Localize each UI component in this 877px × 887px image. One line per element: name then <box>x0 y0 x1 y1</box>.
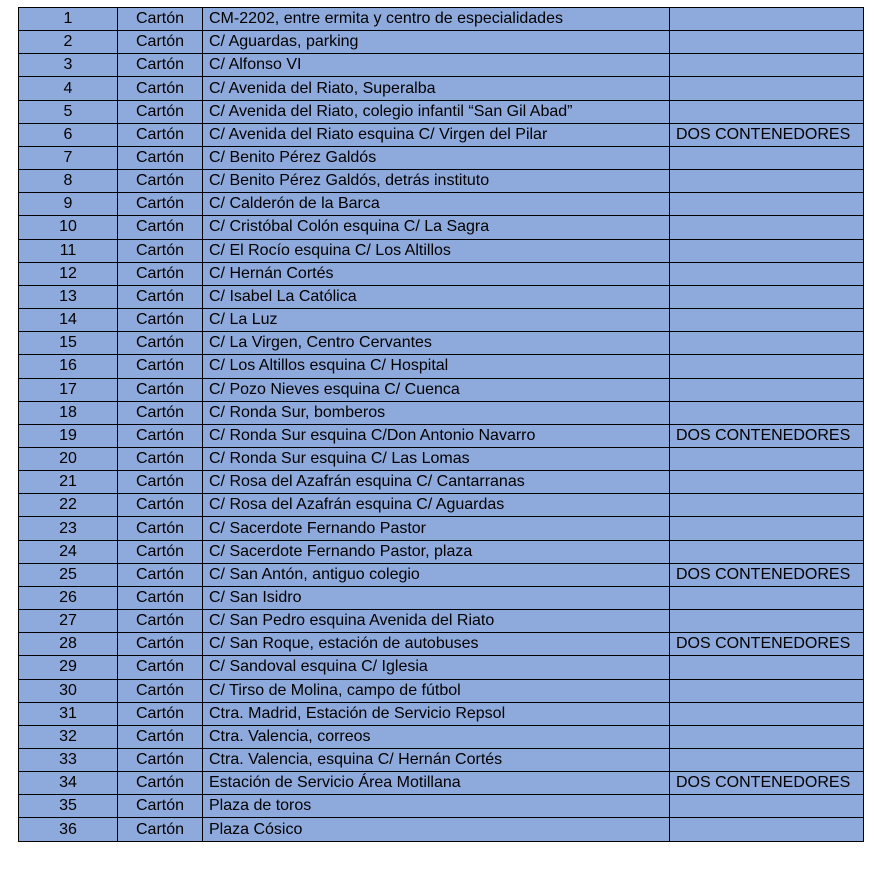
location-cell: C/ Rosa del Azafrán esquina C/ Cantarranas <box>203 471 670 494</box>
table-row <box>19 610 864 633</box>
location-cell: C/ La Virgen, Centro Cervantes <box>203 332 670 355</box>
note-cell <box>670 8 864 31</box>
location-cell: C/ Sandoval esquina C/ Iglesia <box>203 656 670 679</box>
table-row <box>19 633 864 656</box>
container-type-cell: Cartón <box>118 540 203 563</box>
location-cell: Ctra. Valencia, esquina C/ Hernán Cortés <box>203 749 670 772</box>
table-row <box>19 262 864 285</box>
row-number-cell: 4 <box>19 77 118 100</box>
container-type-cell: Cartón <box>118 146 203 169</box>
location-cell: C/ Avenida del Riato, Superalba <box>203 77 670 100</box>
location-cell: C/ Aguardas, parking <box>203 31 670 54</box>
note-cell <box>670 378 864 401</box>
container-type-cell: Cartón <box>118 401 203 424</box>
location-cell: C/ Calderón de la Barca <box>203 193 670 216</box>
location-cell: C/ Ronda Sur esquina C/Don Antonio Navarro <box>203 424 670 447</box>
table-row <box>19 586 864 609</box>
row-number-cell: 7 <box>19 146 118 169</box>
location-cell: C/ Los Altillos esquina C/ Hospital <box>203 355 670 378</box>
location-cell: C/ Avenida del Riato esquina C/ Virgen del Pilar <box>203 123 670 146</box>
table-row <box>19 123 864 146</box>
container-type-cell: Cartón <box>118 54 203 77</box>
table-row <box>19 471 864 494</box>
row-number-cell: 36 <box>19 818 118 841</box>
note-cell: DOS CONTENEDORES <box>670 424 864 447</box>
table-row <box>19 285 864 308</box>
table-row <box>19 749 864 772</box>
table-row <box>19 216 864 239</box>
note-cell <box>670 679 864 702</box>
row-number-cell: 1 <box>19 8 118 31</box>
note-cell <box>670 239 864 262</box>
row-number-cell: 2 <box>19 31 118 54</box>
row-number-cell: 33 <box>19 749 118 772</box>
row-number-cell: 28 <box>19 633 118 656</box>
container-type-cell: Cartón <box>118 679 203 702</box>
note-cell <box>670 309 864 332</box>
container-type-cell: Cartón <box>118 378 203 401</box>
row-number-cell: 35 <box>19 795 118 818</box>
location-cell: C/ Pozo Nieves esquina C/ Cuenca <box>203 378 670 401</box>
row-number-cell: 34 <box>19 772 118 795</box>
row-number-cell: 27 <box>19 610 118 633</box>
table-row <box>19 702 864 725</box>
location-cell: C/ San Antón, antiguo colegio <box>203 563 670 586</box>
row-number-cell: 17 <box>19 378 118 401</box>
container-type-cell: Cartón <box>118 216 203 239</box>
note-cell <box>670 193 864 216</box>
table-row <box>19 563 864 586</box>
location-cell: C/ Alfonso VI <box>203 54 670 77</box>
container-type-cell: Cartón <box>118 193 203 216</box>
row-number-cell: 26 <box>19 586 118 609</box>
location-cell: C/ Cristóbal Colón esquina C/ La Sagra <box>203 216 670 239</box>
table-row <box>19 401 864 424</box>
row-number-cell: 14 <box>19 309 118 332</box>
container-type-cell: Cartón <box>118 447 203 470</box>
container-type-cell: Cartón <box>118 517 203 540</box>
table-row <box>19 494 864 517</box>
note-cell <box>670 749 864 772</box>
table-row <box>19 332 864 355</box>
note-cell: DOS CONTENEDORES <box>670 563 864 586</box>
row-number-cell: 21 <box>19 471 118 494</box>
location-cell: C/ Avenida del Riato, colegio infantil “San Gil Abad” <box>203 100 670 123</box>
note-cell: DOS CONTENEDORES <box>670 123 864 146</box>
note-cell <box>670 795 864 818</box>
location-cell: Plaza de toros <box>203 795 670 818</box>
location-cell: C/ Tirso de Molina, campo de fútbol <box>203 679 670 702</box>
container-type-cell: Cartón <box>118 772 203 795</box>
container-type-cell: Cartón <box>118 424 203 447</box>
row-number-cell: 23 <box>19 517 118 540</box>
location-cell: Ctra. Valencia, correos <box>203 725 670 748</box>
container-type-cell: Cartón <box>118 309 203 332</box>
table-row <box>19 31 864 54</box>
note-cell <box>670 702 864 725</box>
container-type-cell: Cartón <box>118 262 203 285</box>
note-cell <box>670 517 864 540</box>
table-row <box>19 540 864 563</box>
location-cell: C/ La Luz <box>203 309 670 332</box>
location-cell: C/ Ronda Sur esquina C/ Las Lomas <box>203 447 670 470</box>
table-row <box>19 818 864 841</box>
note-cell <box>670 216 864 239</box>
note-cell <box>670 471 864 494</box>
container-type-cell: Cartón <box>118 795 203 818</box>
note-cell <box>670 146 864 169</box>
location-cell: C/ San Pedro esquina Avenida del Riato <box>203 610 670 633</box>
location-cell: C/ El Rocío esquina C/ Los Altillos <box>203 239 670 262</box>
container-type-cell: Cartón <box>118 332 203 355</box>
note-cell <box>670 170 864 193</box>
note-cell <box>670 355 864 378</box>
location-cell: CM-2202, entre ermita y centro de especialidades <box>203 8 670 31</box>
table-row <box>19 424 864 447</box>
table-row <box>19 447 864 470</box>
container-type-cell: Cartón <box>118 586 203 609</box>
note-cell <box>670 610 864 633</box>
table-row <box>19 517 864 540</box>
note-cell <box>670 725 864 748</box>
row-number-cell: 18 <box>19 401 118 424</box>
row-number-cell: 12 <box>19 262 118 285</box>
container-type-cell: Cartón <box>118 8 203 31</box>
container-type-cell: Cartón <box>118 170 203 193</box>
location-cell: Estación de Servicio Área Motillana <box>203 772 670 795</box>
row-number-cell: 19 <box>19 424 118 447</box>
container-type-cell: Cartón <box>118 355 203 378</box>
row-number-cell: 10 <box>19 216 118 239</box>
table-row <box>19 355 864 378</box>
row-number-cell: 3 <box>19 54 118 77</box>
location-cell: C/ Rosa del Azafrán esquina C/ Aguardas <box>203 494 670 517</box>
container-type-cell: Cartón <box>118 656 203 679</box>
container-type-cell: Cartón <box>118 818 203 841</box>
location-cell: C/ Sacerdote Fernando Pastor, plaza <box>203 540 670 563</box>
note-cell: DOS CONTENEDORES <box>670 633 864 656</box>
location-cell: C/ San Isidro <box>203 586 670 609</box>
table-row <box>19 679 864 702</box>
note-cell <box>670 447 864 470</box>
container-type-cell: Cartón <box>118 471 203 494</box>
row-number-cell: 22 <box>19 494 118 517</box>
row-number-cell: 20 <box>19 447 118 470</box>
location-cell: C/ San Roque, estación de autobuses <box>203 633 670 656</box>
row-number-cell: 13 <box>19 285 118 308</box>
table-row <box>19 170 864 193</box>
note-cell <box>670 818 864 841</box>
location-cell: Ctra. Madrid, Estación de Servicio Repsol <box>203 702 670 725</box>
container-type-cell: Cartón <box>118 702 203 725</box>
location-cell: Plaza Cósico <box>203 818 670 841</box>
row-number-cell: 24 <box>19 540 118 563</box>
location-cell: C/ Ronda Sur, bomberos <box>203 401 670 424</box>
table-row <box>19 239 864 262</box>
table-row <box>19 772 864 795</box>
table-body <box>19 8 864 842</box>
note-cell <box>670 77 864 100</box>
table-row <box>19 795 864 818</box>
note-cell: DOS CONTENEDORES <box>670 772 864 795</box>
location-cell: C/ Hernán Cortés <box>203 262 670 285</box>
note-cell <box>670 285 864 308</box>
container-type-cell: Cartón <box>118 749 203 772</box>
location-cell: C/ Benito Pérez Galdós, detrás instituto <box>203 170 670 193</box>
container-type-cell: Cartón <box>118 633 203 656</box>
row-number-cell: 25 <box>19 563 118 586</box>
container-type-cell: Cartón <box>118 239 203 262</box>
location-cell: C/ Benito Pérez Galdós <box>203 146 670 169</box>
note-cell <box>670 586 864 609</box>
note-cell <box>670 494 864 517</box>
location-cell: C/ Sacerdote Fernando Pastor <box>203 517 670 540</box>
row-number-cell: 31 <box>19 702 118 725</box>
table-row <box>19 725 864 748</box>
table-row <box>19 378 864 401</box>
table-row <box>19 54 864 77</box>
container-locations-table <box>18 7 864 842</box>
row-number-cell: 29 <box>19 656 118 679</box>
table-row <box>19 146 864 169</box>
note-cell <box>670 401 864 424</box>
container-type-cell: Cartón <box>118 610 203 633</box>
row-number-cell: 15 <box>19 332 118 355</box>
container-type-cell: Cartón <box>118 123 203 146</box>
note-cell <box>670 31 864 54</box>
row-number-cell: 32 <box>19 725 118 748</box>
table-row <box>19 656 864 679</box>
row-number-cell: 11 <box>19 239 118 262</box>
container-type-cell: Cartón <box>118 100 203 123</box>
note-cell <box>670 54 864 77</box>
table-row <box>19 77 864 100</box>
row-number-cell: 5 <box>19 100 118 123</box>
location-cell: C/ Isabel La Católica <box>203 285 670 308</box>
note-cell <box>670 100 864 123</box>
table-row <box>19 100 864 123</box>
table-row <box>19 8 864 31</box>
note-cell <box>670 540 864 563</box>
row-number-cell: 16 <box>19 355 118 378</box>
container-type-cell: Cartón <box>118 77 203 100</box>
container-type-cell: Cartón <box>118 285 203 308</box>
table-row <box>19 193 864 216</box>
container-type-cell: Cartón <box>118 31 203 54</box>
note-cell <box>670 262 864 285</box>
container-type-cell: Cartón <box>118 725 203 748</box>
row-number-cell: 30 <box>19 679 118 702</box>
note-cell <box>670 332 864 355</box>
table-row <box>19 309 864 332</box>
container-type-cell: Cartón <box>118 494 203 517</box>
row-number-cell: 9 <box>19 193 118 216</box>
row-number-cell: 8 <box>19 170 118 193</box>
container-type-cell: Cartón <box>118 563 203 586</box>
row-number-cell: 6 <box>19 123 118 146</box>
note-cell <box>670 656 864 679</box>
